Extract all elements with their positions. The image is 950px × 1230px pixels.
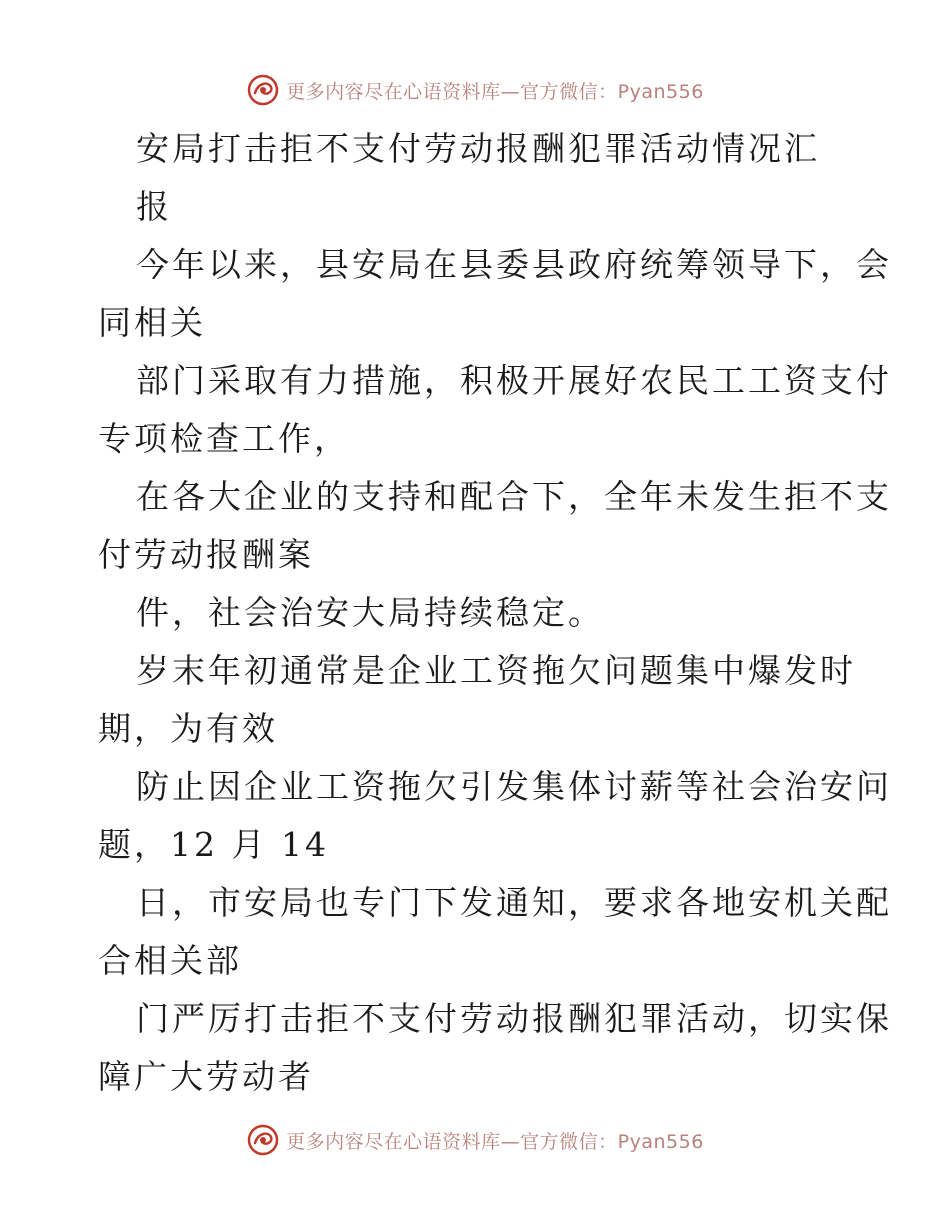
paragraph-line: 障广大劳动者: [98, 1057, 314, 1096]
banner-text: 更多内容尽在心语资料库—官方微信：Pyan556: [286, 80, 704, 103]
paragraph-line: 同相关: [98, 303, 206, 342]
paragraph-line: 日，市安局也专门下发通知，要求各地安机关配: [136, 883, 892, 922]
footer-banner: [0, 1120, 950, 1160]
paragraph-line: 件，社会治安大局持续稳定。: [136, 593, 604, 632]
paragraph-line: 专项检查工作，: [98, 419, 350, 458]
paragraph-line: 在各大企业的支持和配合下，全年未发生拒不支: [136, 477, 892, 516]
banner-text: 更多内容尽在心语资料库—官方微信：Pyan556: [286, 1130, 704, 1153]
paragraph-line: 门严厉打击拒不支付劳动报酬犯罪活动，切实保: [136, 999, 892, 1038]
header-banner: [0, 70, 950, 110]
swirl-logo-icon: [246, 73, 280, 107]
paragraph-line: 防止因企业工资拖欠引发集体讨薪等社会治安问: [136, 767, 892, 806]
paragraph-line: 期，为有效: [98, 709, 278, 748]
paragraph-line: 部门采取有力措施，积极开展好农民工工资支付: [136, 361, 892, 400]
paragraph-line: 报: [136, 187, 172, 226]
paragraph-line: 合相关部: [98, 941, 242, 980]
paragraph-line: 岁末年初通常是企业工资拖欠问题集中爆发时: [136, 651, 856, 690]
document-body: [98, 120, 892, 1106]
paragraph-line: 题，12 月 14: [98, 825, 329, 864]
paragraph-line: 安局打击拒不支付劳动报酬犯罪活动情况汇: [136, 129, 820, 168]
paragraph-line: 今年以来，县安局在县委县政府统筹领导下，会: [136, 245, 892, 284]
paragraph-line: 付劳动报酬案: [98, 535, 314, 574]
swirl-logo-icon: [246, 1123, 280, 1157]
